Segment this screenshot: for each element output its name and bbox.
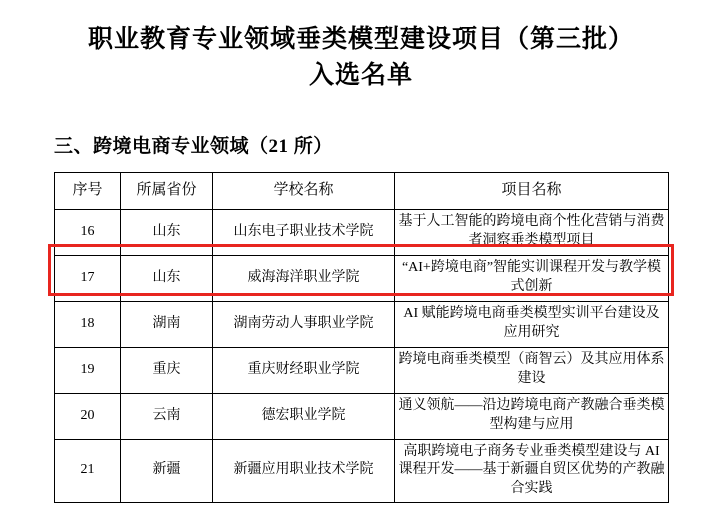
cell-province: 山东 (121, 209, 213, 255)
cell-school: 新疆应用职业技术学院 (213, 439, 395, 503)
cell-no: 16 (55, 209, 121, 255)
table-row (55, 393, 669, 439)
table-row (55, 347, 669, 393)
cell-school: 威海海洋职业学院 (213, 255, 395, 301)
column-header-school: 学校名称 (213, 172, 395, 209)
cell-project: 基于人工智能的跨境电商个性化营销与消费者洞察垂类模型项目 (395, 209, 669, 255)
document-title-block (0, 0, 722, 95)
section-heading: 三、跨境电商专业领域（21 所） (54, 135, 333, 157)
cell-school: 湖南劳动人事职业学院 (213, 301, 395, 347)
cell-no: 21 (55, 439, 121, 503)
table-row (55, 439, 669, 503)
cell-no: 20 (55, 393, 121, 439)
table-row (55, 209, 669, 255)
page-title-line-1: 职业教育专业领域垂类模型建设项目（第三批） (87, 26, 634, 53)
cell-project: 跨境电商垂类模型（商智云）及其应用体系建设 (395, 347, 669, 393)
column-header-province: 所属省份 (121, 172, 213, 209)
cell-no: 19 (55, 347, 121, 393)
page-title-line-2: 入选名单 (308, 62, 413, 90)
table-container (54, 172, 668, 504)
column-header-project: 项目名称 (395, 172, 669, 209)
table-row (55, 301, 669, 347)
cell-no: 17 (55, 255, 121, 301)
column-header-no: 序号 (55, 172, 121, 209)
institution-table (54, 172, 669, 504)
cell-province: 山东 (121, 255, 213, 301)
cell-province: 湖南 (121, 301, 213, 347)
cell-project: AI 赋能跨境电商垂类模型实训平台建设及应用研究 (395, 301, 669, 347)
cell-project: 通义领航——沿边跨境电商产教融合垂类模型构建与应用 (395, 393, 669, 439)
cell-province: 重庆 (121, 347, 213, 393)
cell-no: 18 (55, 301, 121, 347)
cell-project: 高职跨境电子商务专业垂类模型建设与 AI 课程开发——基于新疆自贸区优势的产教融合实践 (395, 439, 669, 503)
table-header-row (55, 172, 669, 209)
table-row (55, 255, 669, 301)
cell-province: 云南 (121, 393, 213, 439)
cell-school: 德宏职业学院 (213, 393, 395, 439)
cell-school: 重庆财经职业学院 (213, 347, 395, 393)
cell-school: 山东电子职业技术学院 (213, 209, 395, 255)
cell-province: 新疆 (121, 439, 213, 503)
cell-project: “AI+跨境电商”智能实训课程开发与教学模式创新 (395, 255, 669, 301)
